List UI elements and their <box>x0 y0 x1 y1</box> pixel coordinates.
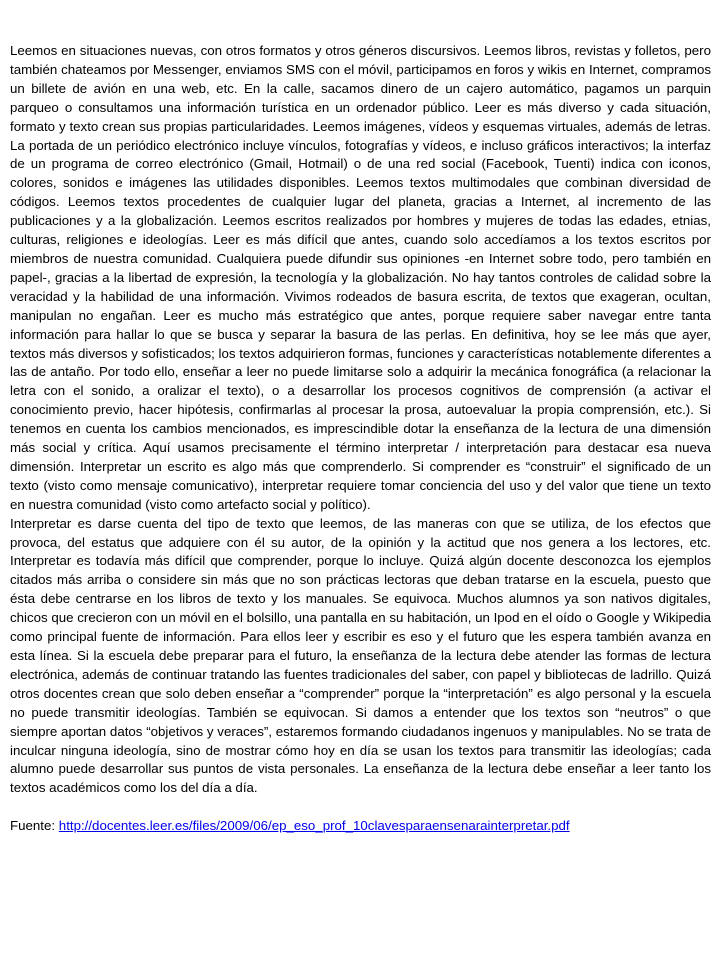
paragraph-2: Interpretar es darse cuenta del tipo de texto que leemos, de las maneras con que se utiliza, de los efectos que provoca, del estatus que adquiere con él su autor, de la opinión y la actitud que nos genera a los lectores, etc. Interpretar es todavía más difícil que comprender, porque lo incluye. Quizá algún docente desconozca los ejemplos citados más arriba o considere sin más que no son prácticas lectoras que deban tratarse en la escuela, puesto que ésta debe centrarse en los libros de texto y los manuales. Se equivoca. Muchos alumnos ya son nativos digitales, chicos que crecieron con un móvil en el bolsillo, una pantalla en su habitación, un Ipod en el oído o Google y Wikipedia como principal fuente de información. Para ellos leer y escribir es eso y el futuro que les espera también avanza en esta línea. Si la escuela debe preparar para el futuro, la enseñanza de la lectura debe atender las formas de lectura electrónica, además de continuar tratando las fuentes tradicionales del saber, con papel y bibliotecas de ladrillo. Quizá otros docentes crean que solo deben enseñar a “comprender” porque la “interpretación” es algo personal y la escuela no puede transmitir ideologías. También se equivocan. Si damos a entender que los textos son “neutros” o que siempre aportan datos “objetivos y veraces”, estaremos formando ciudadanos ingenuos y manipulables. No se trata de inculcar ninguna ideología, sino de mostrar cómo hoy en día se usan los textos para transmitir las ideologías; cada alumno puede desarrollar sus puntos de vista personales. La enseñanza de la lectura debe enseñar a leer tanto los textos académicos como los del día a día. <box>10 515 711 796</box>
document-body <box>10 42 711 836</box>
source-link[interactable]: http://docentes.leer.es/files/2009/06/ep_eso_prof_10clavesparaensenarainterpretar.pdf <box>58 818 570 834</box>
blank-line <box>10 798 711 817</box>
paragraph-1: Leemos en situaciones nuevas, con otros formatos y otros géneros discursivos. Leemos libros, revistas y folletos, pero también chateamos por Messenger, enviamos SMS con el móvil, participamos en foros y wikis en Internet, compramos un billete de avión en una web, etc. En la calle, sacamos dinero de un cajero automático, pagamos un parquin parqueo o consultamos una información turística en un ordenador público. Leer es más diverso y cada situación, formato y texto crean sus propias particularidades. Leemos imágenes, vídeos y esquemas virtuales, además de letras. La portada de un periódico electrónico incluye vínculos, fotografías y vídeos, e incluso gráficos interactivos; la interfaz de un programa de correo electrónico (Gmail, Hotmail) o de una red social (Facebook, Tuenti) indica con iconos, colores, sonidos e imágenes las utilidades disponibles. Leemos textos multimodales que combinan diversidad de códigos. Leemos textos procedentes de cualquier lugar del planeta, gracias a Internet, al incremento de las publicaciones y a la globalización. Leemos escritos realizados por hombres y mujeres de todas las edades, etnias, culturas, religiones e ideologías. Leer es más difícil que antes, cuando solo accedíamos a los textos escritos por miembros de nuestra comunidad. Cualquiera puede difundir sus opiniones -en Internet sobre todo, pero también en papel-, gracias a la libertad de expresión, la tecnología y la globalización. No hay tantos controles de calidad sobre la veracidad y la habilidad de una información. Vivimos rodeados de basura escrita, de textos que exageran, ocultan, manipulan no engañan. Leer es mucho más estratégico que antes, porque requiere saber navegar entre tanta información para hallar lo que se busca y separar la basura de las perlas. En definitiva, hoy se lee más que ayer, textos más diversos y sofisticados; los textos adquirieron formas, funciones y características notablemente diferentes a las de antaño. Por todo ello, enseñar a leer no puede limitarse solo a adquirir la mecánica fonográfica (a relacionar la letra con el sonido, a oralizar el texto), o a desarrollar los procesos cognitivos de comprensión (a activar el conocimiento previo, hacer hipótesis, confirmarlas al procesar la prosa, autoevaluar la propia comprensión, etc.). Si tenemos en cuenta los cambios mencionados, es imprescindible dotar la enseñanza de la lectura de una dimensión más social y crítica. Aquí usamos precisamente el término interpretar / interpretación para destacar esa nueva dimensión. Interpretar un escrito es algo más que comprenderlo. Si comprender es “construir” el significado de un texto (visto como mensaje comunicativo), interpretar requiere tomar conciencia del uso y del valor que tiene un texto en nuestra comunidad (visto como artefacto social y político). <box>10 43 711 512</box>
source-line <box>10 817 711 836</box>
source-label: Fuente: <box>10 818 59 834</box>
